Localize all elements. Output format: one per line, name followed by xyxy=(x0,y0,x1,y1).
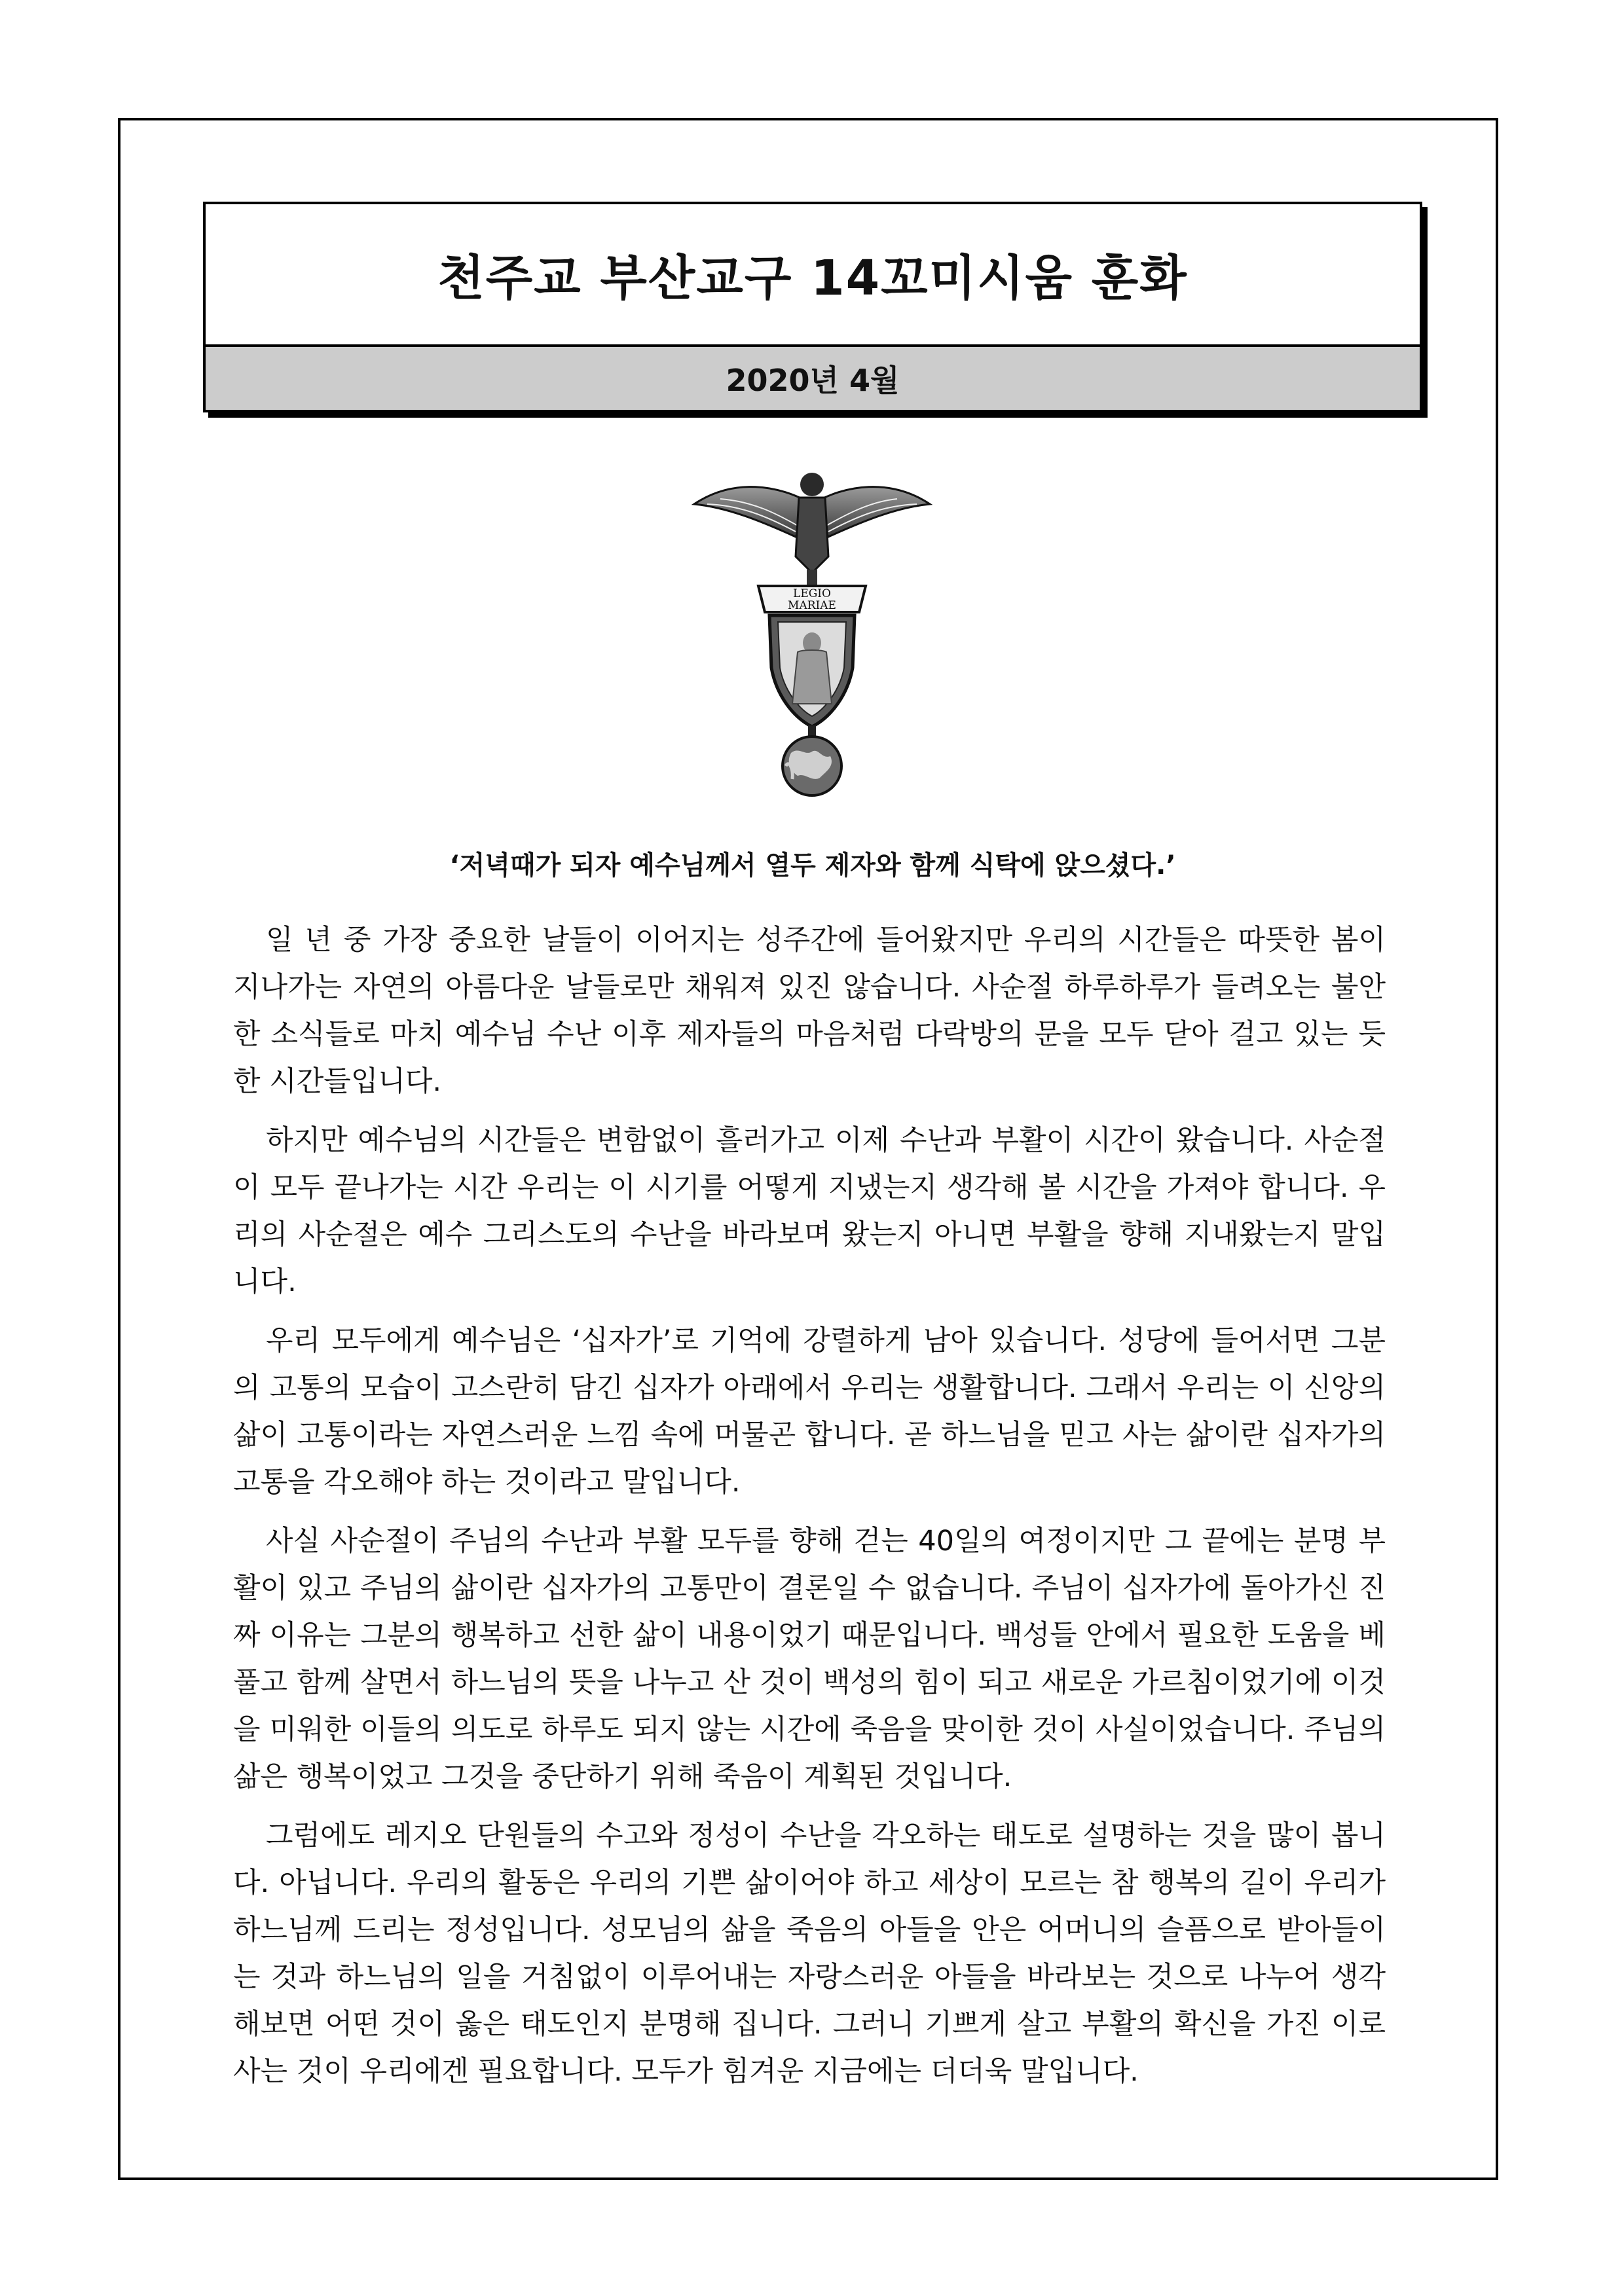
page-title: 천주교 부산교구 14꼬미시움 훈화 xyxy=(437,250,1188,306)
paragraph-5: 그럼에도 레지오 단원들의 수고와 정성이 수난을 각오하는 태도로 설명하는 것을 많이 봅니다. 아닙니다. 우리의 활동은 우리의 기쁜 삶이어야 하고 세상이 모르는 참 행복의 길이 우리가 하느님께 드리는 정성입니다. 성모님의 삶을 죽음의 아들을 안은 어머니의 슬픔으로 받아들이는 것과 하느님의 일을 거침없이 이루어내는 자랑스러운 아들을 바라보는 것으로 나누어 생각해보면 어떤 것이 옳은 태도인지 분명해 집니다. 그러니 기쁘게 살고 부활의 확신을 가진 이로 사는 것이 우리에겐 필요합니다. 모두가 힘겨운 지금에는 더더욱 말입니다. xyxy=(233,1819,1386,2088)
dove-body xyxy=(796,498,828,573)
mary-figure xyxy=(792,650,832,704)
issue-date: 2020년 4월 xyxy=(726,363,900,398)
date-row xyxy=(206,347,1420,410)
paragraph-1: 일 년 중 가장 중요한 날들이 이어지는 성주간에 들어왔지만 우리의 시간들은 따뜻한 봄이 지나가는 자연의 아름다운 날들로만 채워져 있진 않습니다. 사순절 하루하루가 들려오는 불안한 소식들로 마치 예수님 수난 이후 제자들의 마음처럼 다락방의 문을 모두 닫아 걸고 있는 듯한 시간들입니다. xyxy=(233,924,1386,1098)
dove-head xyxy=(800,473,824,496)
title-box xyxy=(203,202,1422,412)
paragraph-4: 사실 사순절이 주님의 수난과 부활 모두를 향해 걷는 40일의 여정이지만 그 끝에는 분명 부활이 있고 주님의 삶이란 십자가의 고통만이 결론일 수 없습니다. 주님이 십자가에 돌아가신 진짜 이유는 그분의 행복하고 선한 삶이 내용이었기 때문입니다. 백성들 안에서 필요한 도움을 베풀고 함께 살면서 하느님의 뜻을 나누고 산 것이 백성의 힘이 되고 새로운 가르침이었기에 이것을 미워한 이들의 의도로 하루도 되지 않는 시간에 죽음을 맞이한 것이 사실이었습니다. 주님의 삶은 행복이었고 그것을 중단하기 위해 죽음이 계획된 것입니다. xyxy=(233,1525,1386,1793)
title-row xyxy=(206,204,1420,347)
paragraph-2: 하지만 예수님의 시간들은 변함없이 흘러가고 이제 수난과 부활이 시간이 왔습니다. 사순절이 모두 끝나가는 시간 우리는 이 시기를 어떻게 지냈는지 생각해 볼 시간을 가져야 합니다. 우리의 사순절은 예수 그리스도의 수난을 바라보며 왔는지 아니면 부활을 향해 지내왔는지 말입니다. xyxy=(233,1124,1386,1298)
paragraph-3: 우리 모두에게 예수님은 ‘십자가’로 기억에 강렬하게 남아 있습니다. 성당에 들어서면 그분의 고통의 모습이 고스란히 담긴 십자가 아래에서 우리는 생활합니다. 그래서 우리는 이 신앙의 삶이 고통이라는 자연스러운 느낌 속에 머물곤 합니다. 곧 하느님을 믿고 사는 삶이란 십자가의 고통을 각오해야 하는 것이라고 말입니다. xyxy=(233,1324,1386,1499)
banner-line2: MARIAE xyxy=(788,599,836,612)
scripture-quote: ‘저녁때가 되자 예수님께서 열두 제자와 함께 식탁에 앉으셨다.’ xyxy=(449,850,1176,881)
sermon-body xyxy=(233,917,1386,2107)
right-wing xyxy=(812,487,930,537)
legio-mariae-emblem-icon xyxy=(681,458,943,799)
banner-line1: LEGIO xyxy=(793,587,831,600)
left-wing xyxy=(694,487,812,537)
